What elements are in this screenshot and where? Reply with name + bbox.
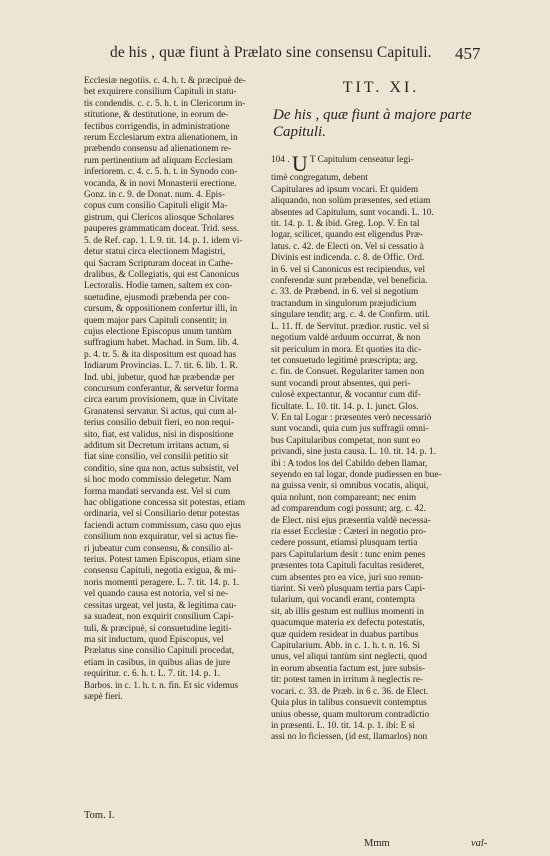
text-line: Capitulares ad ipsum vocari. Et quidem bbox=[271, 184, 419, 195]
text-line: terius. Potest tamen Episcopus, etiam sine bbox=[84, 555, 241, 566]
text-line: requiritur. c. 6. h. t. L. 7. tit. 14. p. 1. bbox=[84, 669, 221, 680]
text-line: tractandum in singulorum præjudicium bbox=[271, 298, 417, 309]
text-line: stitutione, & destitutione, in eorum de- bbox=[84, 110, 229, 121]
text-line: faciendi actum commissum, casu quo ejus bbox=[84, 520, 241, 531]
text-line: suetudine, ejusmodi præbenda per con- bbox=[84, 292, 230, 303]
signature-mark: Mmm bbox=[364, 838, 390, 849]
left-column bbox=[84, 76, 276, 703]
text-line: in præsenti. L. 10. tit. 14. p. 1. ibi: E si bbox=[271, 720, 415, 731]
text-line: si hoc modo commissio delegetur. Nam bbox=[84, 475, 232, 486]
text-line: seyendo en tal logar, donde pudiessen en bue- bbox=[271, 469, 442, 480]
text-line: rerum Ecclesiarum extra alienationem, in bbox=[84, 133, 238, 144]
text-line: terius consilio debuit fieri, eo non requi- bbox=[84, 418, 235, 429]
text-line: præbendo consensu ad alienationem re- bbox=[84, 144, 232, 155]
text-line: dralibus, & Collegiatis, qui est Canonicus bbox=[84, 269, 240, 280]
section-heading-line: Capituli. bbox=[273, 124, 326, 141]
text-line: latus. c. 42. de Electi on. Vel si cessatio à bbox=[271, 241, 424, 252]
text-line: Quia plus in talibus consuevit contemptus bbox=[271, 698, 427, 709]
text-line: p. 4. tr. 5. & ita dispositum est quoad has bbox=[84, 349, 237, 360]
text-line: negotium valdè arduum occurrat, & non bbox=[271, 333, 421, 344]
text-line: fectibus corrigendis, in administratione bbox=[84, 121, 230, 132]
text-line: circa earum provisionem, quæ in Civitate bbox=[84, 395, 238, 406]
text-line: Prælatus sine consilio Capituli procedat, bbox=[84, 646, 235, 657]
text-line: culosè expectantur, & vocantur cum dif- bbox=[271, 390, 421, 401]
text-line: consensu Capituli, negotia exigua, & mi- bbox=[84, 566, 237, 577]
text-line: gistrum, qui Clericos aliosque Scholares bbox=[84, 212, 235, 223]
text-line: singulare tendit; arg. c. 4. de Confirm. util. bbox=[271, 310, 430, 321]
text-line: Granatensi servatur. Si actus, qui cum al- bbox=[84, 406, 237, 417]
text-line: logar, scilicet, quando est eligendus Præ- bbox=[271, 230, 424, 241]
text-line: tis condendis. c. c. 5. h. t. in Clericorum in- bbox=[84, 98, 246, 109]
text-line: tit. 14. p. 1. & ibid. Greg. Lop. V. En tal bbox=[271, 219, 420, 230]
text-line: Barbos. in c. 1. h. t. n. fin. Et sic videmus bbox=[84, 680, 239, 691]
text-line: absentes ad Capitulum, sunt vocandi. L. 10. bbox=[271, 207, 434, 218]
text-line: copus cum consilio Capituli eligit Ma- bbox=[84, 201, 228, 212]
section-title: TIT. XI. bbox=[342, 79, 420, 96]
text-line: in 6. vel si Canonicus est recipiendus, vel bbox=[271, 264, 426, 275]
text-line: na guissa venir, si omnibus vocatis, aliqui, bbox=[271, 481, 429, 492]
text-line: rum pertinentium ad aliquam Ecclesiam bbox=[84, 155, 233, 166]
text-line: sit, ab illis gestum est nullius momenti in bbox=[271, 606, 424, 617]
text-line: qui Sacram Scripturam doceat in Cathe- bbox=[84, 258, 233, 269]
text-line: de Elect. nisi ejus præsentia valdè necessa- bbox=[271, 515, 431, 526]
text-line: quacumque materia ex defectu potestatis, bbox=[271, 618, 425, 629]
text-line: conditio, sine qua non, actus subsistit, vel bbox=[84, 463, 239, 474]
text-line: tularium, qui vocandi erant, contempta bbox=[271, 595, 416, 606]
text-line: forma mandati servanda est. Vel si cum bbox=[84, 486, 231, 497]
text-line: vocari. c. 33. de Præb. in 6 c. 36. de Elect. bbox=[271, 686, 429, 697]
text-line: sunt vocandi prout absentes, qui peri- bbox=[271, 378, 411, 389]
text-line: tuli, & præcipuè, si consuetudine legiti- bbox=[84, 623, 232, 634]
text-line: ordinaria, vel si Consiliario detur potestas bbox=[84, 509, 240, 520]
running-title: de his , quæ fiunt à Prælato sine consensu Capituli. bbox=[110, 44, 432, 61]
text-line: Gonz. in c. 9. de Donat. num. 4. Epis- bbox=[84, 190, 225, 201]
text-line: Ecclesiæ negotiis. c. 4. h. t. & præcipuè de- bbox=[84, 76, 246, 86]
text-line: Ind. ubi, jubetur, quod hæ præbendæ per bbox=[84, 372, 235, 383]
text-line: timè congregatum, debent bbox=[271, 173, 368, 184]
text-line: ad comparendum cogi possunt; arg. c. 42. bbox=[271, 504, 427, 515]
text-line: L. 11. ff. de Servitut. prædior. rustic. vel si bbox=[271, 321, 430, 332]
volume-label: Tom. I. bbox=[84, 810, 115, 821]
text-line: quæ quidem resideat in duabus partibus bbox=[271, 629, 419, 640]
text-line: sæpè fieri. bbox=[84, 691, 123, 702]
right-column bbox=[271, 76, 491, 744]
text-line: vocanda, & in novi Monasterii erectione. bbox=[84, 178, 237, 189]
text-line: c. fin. de Consuet. Regulariter tamen non bbox=[271, 367, 425, 378]
text-line: ficultate. L. 10. tit. 14. p. 1. junct. Glos. bbox=[271, 401, 419, 412]
text-line: cedere possunt, etiamsi plusquam tertia bbox=[271, 538, 418, 549]
right-column-body bbox=[271, 173, 491, 743]
text-line: ri jubeatur cum consensu, & consilio al- bbox=[84, 543, 233, 554]
text-line: cum absentes pro ea vice, juri suo renun- bbox=[271, 572, 424, 583]
text-line: privandi, sine justa causa. L. 10. tit. 14. p. 1. bbox=[271, 447, 436, 458]
text-line: c. 33. de Præbend. in 6. vel si negotium bbox=[271, 287, 419, 298]
catchword: val- bbox=[471, 838, 488, 849]
text-line: conferendæ sunt præbendæ, vel beneficia. bbox=[271, 276, 428, 287]
text-line: unius obesse, quam multorum contradictio bbox=[271, 709, 430, 720]
text-line: Divinis est indicenda. c. 8. de Offic. Ord. bbox=[271, 253, 425, 264]
section-heading bbox=[271, 107, 491, 141]
paragraph-number: 104 . bbox=[271, 155, 290, 166]
text-line: pauperes grammaticam doceat. Trid. sess. bbox=[84, 224, 240, 235]
text-line: assi no lo ficiessen, (id est, llamarlos) non bbox=[271, 732, 428, 743]
text-line: quem major pars Capituli consentit; in bbox=[84, 315, 227, 326]
text-line: sunt vocandi, quia cum jus suffragii omni- bbox=[271, 424, 429, 435]
text-line: sito, fiat, est validus, nisi in dispositione bbox=[84, 429, 234, 440]
text-line: ibi : A todos los del Cabildo deben llamar, bbox=[271, 458, 428, 469]
text-line: hac obligatione concessa sit potestas, etiam bbox=[84, 498, 246, 509]
text-line: sit periculum in mora. Et quoties ita dic- bbox=[271, 344, 422, 355]
text-line: quia nolunt, non compareant; nec enim bbox=[271, 492, 417, 503]
text-line: concursum conferantur, & servetur forma bbox=[84, 383, 239, 394]
text-line: ma sit inductum, quod Episcopus, vel bbox=[84, 634, 224, 645]
page-number: 457 bbox=[455, 44, 481, 63]
text-line: unus, vel aliqui tantùm sint neglecti, quod bbox=[271, 652, 427, 663]
text-line: tit: potest tamen in irritum à neglectis re- bbox=[271, 675, 424, 686]
text-line: aliquando, non solùm præsentes, sed etiam bbox=[271, 196, 431, 207]
text-line: in eorum absentia factum est, jure subsis- bbox=[271, 663, 426, 674]
text-line: Capitularium. Abb. in c. 1. h. t. n. 16. Si bbox=[271, 641, 421, 652]
text-line: bet exquirere consilium Capituli in statu- bbox=[84, 87, 237, 98]
text-line: fiat sine consilio, vel consilii petitio sit bbox=[84, 452, 229, 463]
text-line: bus Capitularibus competat, non sunt eo bbox=[271, 435, 421, 446]
drop-cap: U bbox=[291, 151, 308, 177]
text-line: inferiorem. c. 4. c. 5. h. t. in Synodo con- bbox=[84, 167, 238, 178]
text-line: suffragium habet. Machad. in Sum. lib. 4. bbox=[84, 338, 240, 349]
text-line: tiarint. Si verò plusquam tertia pars Capi- bbox=[271, 584, 426, 595]
text-line: ria esset Ecclesiæ : Cæteri in negotio pro- bbox=[271, 527, 427, 537]
text-line: additum sit Decretum irritans actum, si bbox=[84, 441, 230, 451]
text-line: tet consuetudo legitimè præscripta; arg. bbox=[271, 355, 418, 366]
text-line: pars Capitularium desit : tunc enim penes bbox=[271, 549, 426, 560]
text-line: noris momenti peragere. L. 7. tit. 14. p. 1. bbox=[84, 577, 240, 588]
first-paragraph-line bbox=[271, 151, 491, 177]
text-line: detur statui circa electionem Magistri, bbox=[84, 247, 226, 258]
text-line: cujus electione Episcopus unum tantùm bbox=[84, 326, 232, 337]
text-line: consilium non exquiratur, vel si actus fie- bbox=[84, 532, 239, 543]
text-line: Lectoralis. Hodie tamen, saltem ex con- bbox=[84, 281, 233, 292]
first-line-text: T Capitulum censeatur legi- bbox=[309, 155, 414, 166]
text-line: 5. de Ref. cap. 1. L 9. tit. 14. p. 1. idem vi- bbox=[84, 235, 243, 246]
text-line: Indiarum Provincias. L. 7. tit. 6. lib. 1. R. bbox=[84, 361, 238, 372]
section-heading-line: De his , quæ fiunt à majore parte bbox=[273, 107, 472, 124]
text-line: cessitas urgeat, vel justa, & legitima cau- bbox=[84, 600, 237, 611]
text-line: V. En tal Logar : præsentes verò necessariò bbox=[271, 412, 432, 423]
text-line: præsentes tota Capituli facultas resideret, bbox=[271, 561, 425, 572]
text-line: vel quando causa est notoria, vel si ne- bbox=[84, 589, 229, 600]
text-line: etiam in casibus, in quibus alias de jure bbox=[84, 657, 231, 668]
text-line: sa suadeat, non exquirit consilium Capi- bbox=[84, 612, 234, 623]
text-line: cursum, & oppositionem confertur illi, in bbox=[84, 304, 238, 315]
